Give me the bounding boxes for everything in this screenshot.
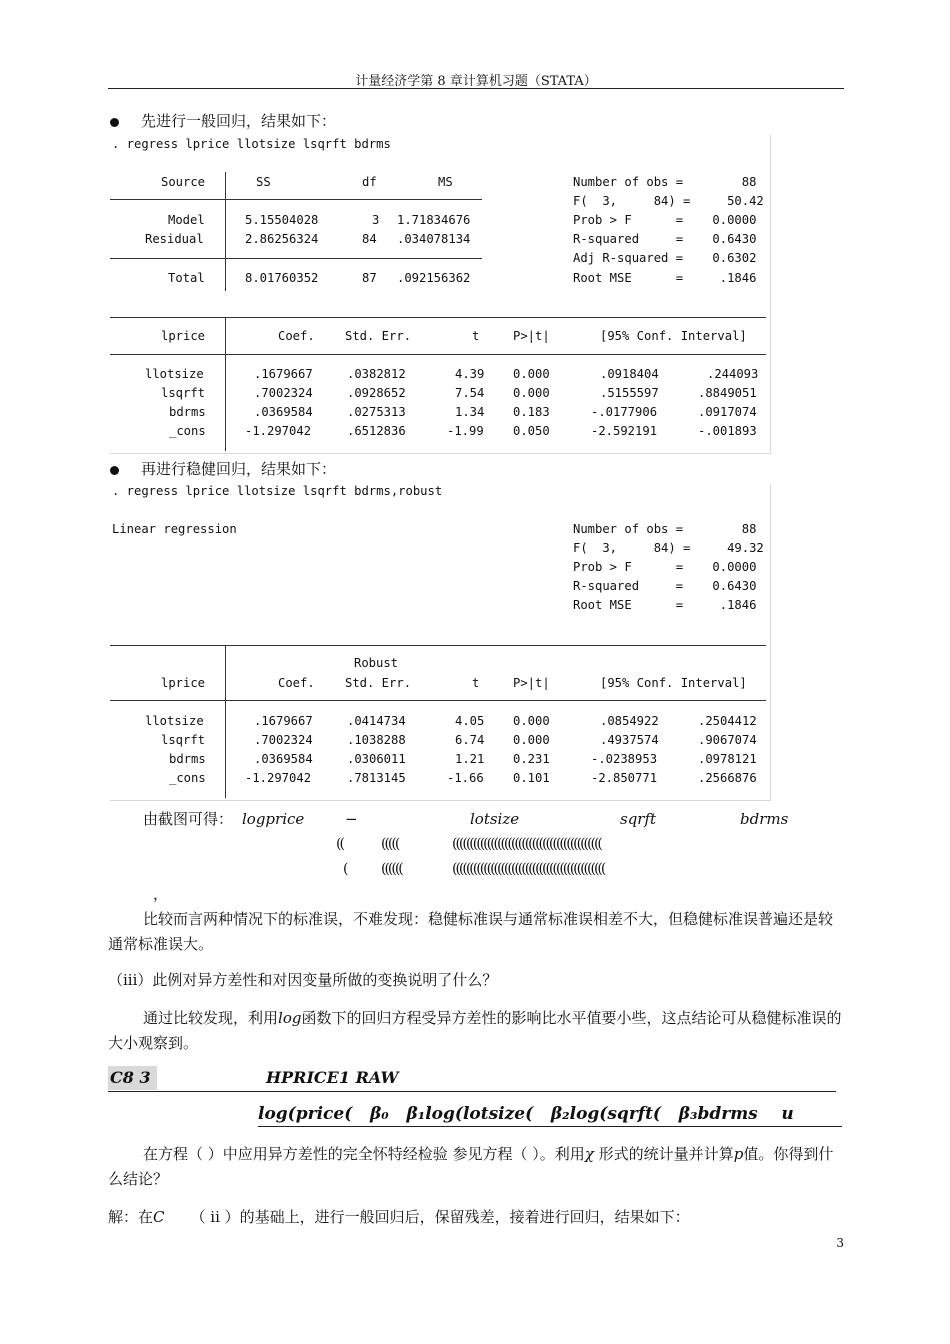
- coef-cell: .0369584: [254, 752, 313, 766]
- equation-comma: ，: [153, 885, 169, 903]
- coef-cell: 4.05: [455, 714, 485, 728]
- stat-line: F( 3, 84) = 49.32: [573, 541, 764, 555]
- anova-header-ms: MS: [438, 175, 453, 189]
- stat-line: Prob > F = 0.0000: [573, 560, 757, 574]
- stata-command: . regress lprice llotsize lsqrft bdrms,robust: [112, 484, 443, 498]
- page-number: 3: [836, 1236, 844, 1250]
- stat-line: Root MSE = .1846: [573, 598, 757, 612]
- coef-cell: -.0238953: [591, 752, 658, 766]
- stata-output-regress: [110, 135, 771, 454]
- exercise-dataset: HPRICE1 RAW: [266, 1068, 399, 1087]
- coef-cell: .1679667: [254, 714, 313, 728]
- coef-cell: 4.39: [455, 367, 485, 381]
- bullet-text: 先进行一般回归，结果如下：: [141, 112, 337, 130]
- coef-cell: .2566876: [698, 771, 757, 785]
- coef-cell: .7002324: [254, 386, 313, 400]
- paragraph-answer-iii: 通过比较发现，利用log函数下的回归方程受异方差性的影响比水平值要小些，这点结论可从稳健标准误的大小观察到。: [108, 1009, 842, 1052]
- bullet-text: 再进行稳健回归，结果如下：: [141, 460, 337, 478]
- anova-cell: 5.15504028: [245, 213, 319, 227]
- anova-row-label: Model: [168, 213, 205, 227]
- equation-minus: −: [345, 810, 358, 828]
- anova-header-source: Source: [161, 175, 206, 189]
- coef-cell: .1038288: [347, 733, 406, 747]
- coef-header: [95% Conf. Interval]: [600, 676, 747, 690]
- coef-header: Std. Err.: [345, 329, 412, 343]
- coef-cell: .0917074: [698, 405, 757, 419]
- equation-se-row-1c: (((((((((((((((((((((((((((((((((((((((((((: [452, 836, 601, 852]
- coef-cell: .244093: [707, 367, 759, 381]
- coef-cell: .0928652: [347, 386, 406, 400]
- equation-lhs: log⁡price: [242, 810, 305, 828]
- bullet-item-1: [110, 110, 336, 131]
- stat-line: Prob > F = 0.0000: [573, 213, 757, 227]
- coef-row-label: bdrms: [169, 752, 206, 766]
- coef-cell: 0.000: [513, 367, 550, 381]
- anova-header-ss: SS: [256, 175, 271, 189]
- coef-cell: .0854922: [600, 714, 659, 728]
- coef-cell: .0918404: [600, 367, 659, 381]
- anova-cell: 2.86256324: [245, 232, 319, 246]
- coef-cell: .5155597: [600, 386, 659, 400]
- equation-se-row-2b: ((((((: [381, 861, 402, 877]
- coef-cell: -1.297042: [245, 771, 312, 785]
- coef-header: Std. Err.: [345, 676, 412, 690]
- coef-cell: 1.34: [455, 405, 485, 419]
- equation-se-row-1b: (((((: [381, 836, 399, 852]
- coef-header: t: [472, 329, 480, 343]
- coef-header: t: [472, 676, 480, 690]
- coef-cell: 0.101: [513, 771, 550, 785]
- equation-term-lotsize: ⁡lotsize: [470, 810, 520, 828]
- coef-cell: .7002324: [254, 733, 313, 747]
- equation-se-row-1a: ((: [336, 836, 343, 852]
- model-equation: log(price( β₀ β₁log(lotsize( β₂log(sqrft( β₃bdrms u: [258, 1104, 842, 1127]
- coef-cell: .1679667: [254, 367, 313, 381]
- robust-label: Robust: [354, 656, 399, 670]
- coef-row-label: lsqrft: [161, 733, 206, 747]
- coef-row-label: _cons: [169, 771, 206, 785]
- equation-se-row-2a: (: [343, 861, 347, 877]
- solution-line: 解：在C （ ii ）的基础上，进行一般回归后，保留残差，接着进行回归，结果如下：: [108, 1208, 690, 1226]
- stat-line: Number of obs = 88: [573, 522, 757, 536]
- coef-row-label: llotsize: [145, 367, 204, 381]
- coef-cell: .8849051: [698, 386, 757, 400]
- regression-title: Linear regression: [112, 522, 237, 536]
- anova-cell: 84: [362, 232, 377, 246]
- coef-cell: -1.297042: [245, 424, 312, 438]
- question-iii: （iii）此例对异方差性和对因变量所做的变换说明了什么？: [108, 971, 498, 989]
- coef-cell: .4937574: [600, 733, 659, 747]
- bullet-dot-icon: [110, 466, 119, 475]
- coef-cell: .0414734: [347, 714, 406, 728]
- coef-cell: 0.231: [513, 752, 550, 766]
- coef-cell: -1.66: [447, 771, 484, 785]
- anova-cell: 1.71834676: [397, 213, 471, 227]
- header-rule: [108, 88, 844, 89]
- coef-cell: 0.000: [513, 714, 550, 728]
- coef-cell: .9067074: [698, 733, 757, 747]
- coef-cell: .0369584: [254, 405, 313, 419]
- anova-cell: 3: [372, 213, 380, 227]
- stat-line: R-squared = 0.6430: [573, 579, 757, 593]
- paragraph-question: 在方程（ ）中应用异方差性的完全怀特经检验 参见方程（ ）。利用χ 形式的统计量并计算p值。你得到什么结论？: [108, 1145, 834, 1188]
- coef-cell: -2.592191: [591, 424, 658, 438]
- coef-cell: -1.99: [447, 424, 484, 438]
- coef-header: lprice: [161, 676, 206, 690]
- stat-line: F( 3, 84) = 50.42: [573, 194, 764, 208]
- coef-cell: 7.54: [455, 386, 485, 400]
- coef-cell: .7813145: [347, 771, 406, 785]
- coef-header: P>|t|: [513, 329, 550, 343]
- coef-header: [95% Conf. Interval]: [600, 329, 747, 343]
- coef-row-label: bdrms: [169, 405, 206, 419]
- coef-cell: 0.050: [513, 424, 550, 438]
- coef-header: lprice: [161, 329, 206, 343]
- coef-cell: .0978121: [698, 752, 757, 766]
- coef-cell: 6.74: [455, 733, 485, 747]
- coef-row-label: _cons: [169, 424, 206, 438]
- anova-cell: 8.01760352: [245, 271, 319, 285]
- coef-cell: 1.21: [455, 752, 485, 766]
- bullet-dot-icon: [110, 118, 119, 127]
- equation-term-bdrms: bdrms: [740, 810, 789, 828]
- coef-cell: -2.850771: [591, 771, 658, 785]
- coef-cell: .0306011: [347, 752, 406, 766]
- bullet-item-2: [110, 458, 336, 479]
- anova-row-label: Total: [168, 271, 205, 285]
- coef-cell: .0382812: [347, 367, 406, 381]
- coef-header: Coef.: [278, 329, 315, 343]
- coef-header: Coef.: [278, 676, 315, 690]
- anova-header-df: df: [362, 175, 377, 189]
- anova-cell: 87: [362, 271, 377, 285]
- coef-cell: .6512836: [347, 424, 406, 438]
- coef-cell: 0.000: [513, 386, 550, 400]
- anova-cell: .092156362: [397, 271, 471, 285]
- stat-line: Root MSE = .1846: [573, 271, 757, 285]
- anova-row-label: Residual: [145, 232, 204, 246]
- running-header: 计量经济学第 8 章计算机习题（STATA）: [355, 74, 597, 89]
- coef-cell: -.001893: [698, 424, 757, 438]
- stat-line: Number of obs = 88: [573, 175, 757, 189]
- coef-cell: .0275313: [347, 405, 406, 419]
- coef-row-label: llotsize: [145, 714, 204, 728]
- equation-se-row-2c: ((((((((((((((((((((((((((((((((((((((((((((: [452, 861, 605, 877]
- stata-output-robust: [110, 484, 771, 801]
- coef-cell: 0.000: [513, 733, 550, 747]
- exercise-heading: [108, 1066, 836, 1092]
- coef-cell: -.0177906: [591, 405, 658, 419]
- coef-cell: 0.183: [513, 405, 550, 419]
- stata-command: . regress lprice llotsize lsqrft bdrms: [112, 137, 391, 151]
- anova-cell: .034078134: [397, 232, 471, 246]
- exercise-label: C8 3: [108, 1066, 157, 1090]
- equation-prefix: 由截图可得：: [143, 810, 234, 828]
- paragraph-comparison: 比较而言两种情况下的标准误，不难发现：稳健标准误与通常标准误相差不大，但稳健标准误普遍还是较通常标准误大。: [108, 910, 834, 953]
- stat-line: R-squared = 0.6430: [573, 232, 757, 246]
- coef-header: P>|t|: [513, 676, 550, 690]
- coef-cell: .2504412: [698, 714, 757, 728]
- stat-line: Adj R-squared = 0.6302: [573, 251, 757, 265]
- coef-row-label: lsqrft: [161, 386, 206, 400]
- equation-term-sqrft: ⁡sqrft: [620, 810, 657, 828]
